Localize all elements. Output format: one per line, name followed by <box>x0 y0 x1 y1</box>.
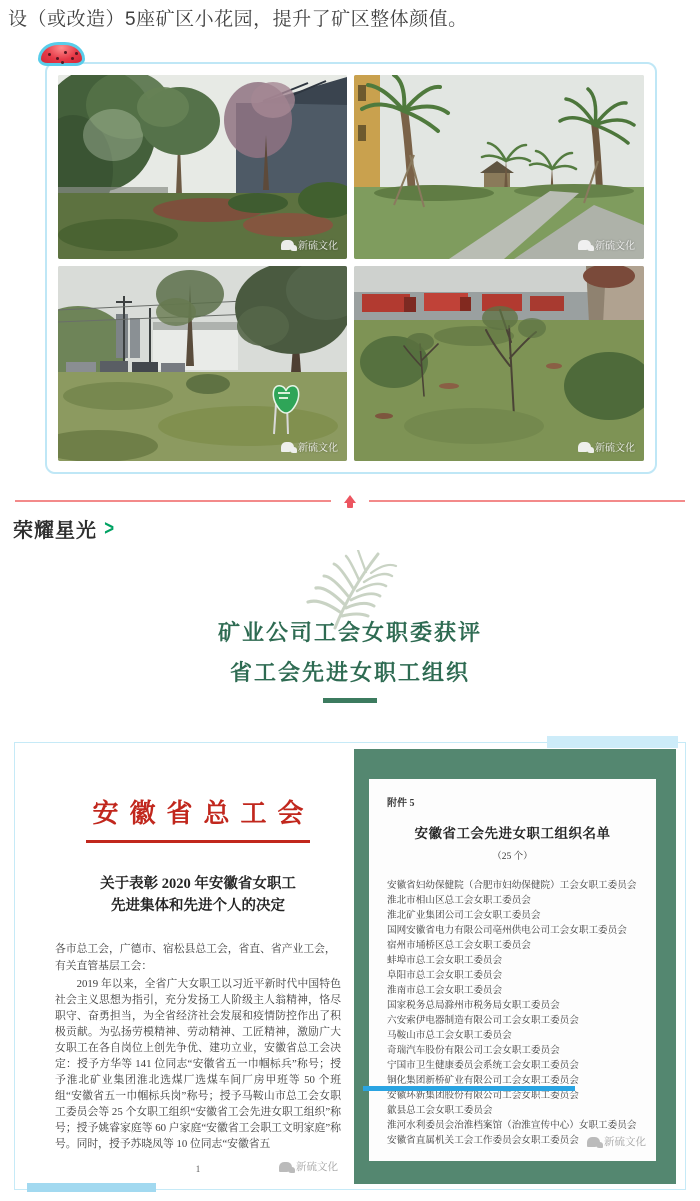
award-list-item: 安徽省妇幼保健院（合肥市妇幼保健院）工会女职工委员会 <box>387 880 637 891</box>
award-list <box>387 878 638 1148</box>
documents-card[interactable] <box>14 742 686 1190</box>
photo-watermark: 新硫文化 <box>281 237 338 252</box>
camera-icon <box>281 240 294 250</box>
page-number: 1 <box>195 1164 201 1174</box>
camera-icon <box>279 1162 292 1172</box>
camera-icon <box>578 240 591 250</box>
photo-meadow-heart-sign[interactable] <box>58 266 347 461</box>
letterhead-red-rule <box>86 840 310 843</box>
award-list-item: 铜化集团新桥矿业有限公司工会女职工委员会 <box>387 1073 638 1088</box>
camera-icon <box>281 442 294 452</box>
divider-line-left <box>15 500 331 502</box>
award-list-item: 奇瑞汽车股份有限公司工会女职工委员会 <box>387 1045 560 1056</box>
photo-saplings-trucks[interactable] <box>354 266 644 461</box>
section-title: 荣耀星光 <box>13 520 97 542</box>
photo-garden-trees-scene <box>58 75 347 259</box>
award-list-item: 歙县总工会女职工委员会 <box>387 1105 493 1116</box>
award-list-item: 安徽省直属机关工会工作委员会女职工委员会 <box>387 1135 579 1146</box>
award-heading-line2: 省工会先进女职工组织 <box>229 660 470 685</box>
award-list-item: 宁国市卫生健康委员会系统工会女职工委员会 <box>387 1060 579 1071</box>
decision-title-line2: 先进集体和先进个人的决定 <box>111 898 285 914</box>
document-watermark: 新硫文化 <box>279 1159 338 1174</box>
award-list-item: 蚌埠市总工会女职工委员会 <box>387 955 503 966</box>
divider-line-right <box>369 500 685 502</box>
photo-garden-trees[interactable] <box>58 75 347 259</box>
award-list-item: 淮南市总工会女职工委员会 <box>387 985 503 996</box>
award-list-item: 安徽环新集团股份有限公司工会女职工委员会 <box>387 1090 579 1101</box>
section-header-honor-starlight[interactable] <box>13 514 115 543</box>
award-list-item: 国家税务总局滁州市税务局女职工委员会 <box>387 1000 560 1011</box>
up-arrow-icon <box>344 495 356 508</box>
letterhead-org-title: 安徽省总工会 <box>92 799 315 828</box>
camera-icon <box>587 1137 600 1147</box>
section-divider <box>0 492 700 510</box>
document-watermark: 新硫文化 <box>587 1134 646 1149</box>
award-list-item: 宿州市埇桥区总工会女职工委员会 <box>387 940 531 951</box>
up-arrow-stem <box>347 503 353 508</box>
accent-bar-top-right <box>547 736 678 748</box>
award-heading-underline <box>323 698 377 703</box>
decision-title-line1: 关于表彰 2020 年安徽省女职工 <box>100 876 296 892</box>
decision-body: 2019 年以来，全省广大女职工以习近平新时代中国特色社会主义思想为指引，充分发扬工人阶级主人翁精神，恪尽职守、奋勇担当，为全省经济社会发展和疫情防控作出了积极贡献。为弘扬劳模精神、劳动精神、工匠精神，激励广大女职工在各自岗位上创先争优、建功立业，安徽省总工会决定：授予方华等 141 位同志“安徽省五一巾帼标兵”称号；授予淮北矿业集团淮北选煤厂选煤车间厂房甲班等 50 个班组“安徽省五一巾帼标兵岗”称号；授予马鞍山市总工会女职工委员会等 25 个女职工组织“安徽省工会先进女职工组织”称号；授予姚睿家庭等 60 户家庭“安徽省工会职工文明家庭”称号。同时，授予苏晓凤等 10 位同志“安徽省五 <box>55 978 341 1150</box>
photo-grid-card <box>45 62 657 474</box>
accent-bar-bottom-left <box>27 1183 156 1192</box>
camera-icon <box>578 442 591 452</box>
photo-meadow-scene <box>58 266 347 461</box>
photo-watermark: 新硫文化 <box>578 439 635 454</box>
photo-grid <box>58 75 644 461</box>
award-list-item: 六安索伊电器制造有限公司工会女职工委员会 <box>387 1015 579 1026</box>
award-list-item: 国网安徽省电力有限公司亳州供电公司工会女职工委员会 <box>387 925 627 936</box>
award-list-title: 安徽省工会先进女职工组织名单 <box>414 826 611 841</box>
watermelon-icon <box>38 42 85 66</box>
photo-watermark: 新硫文化 <box>578 237 635 252</box>
photo-watermark: 新硫文化 <box>281 439 338 454</box>
intro-paragraph: 设（或改造）5座矿区小花园，提升了矿区整体颜值。 <box>8 9 468 30</box>
award-list-item: 马鞍山市总工会女职工委员会 <box>387 1030 512 1041</box>
award-heading-line1: 矿业公司工会女职委获评 <box>217 620 482 645</box>
award-list-count: （25 个） <box>492 852 533 862</box>
decision-title <box>55 873 341 917</box>
award-list-item: 阜阳市总工会女职工委员会 <box>387 970 503 981</box>
attachment-label: 附件 5 <box>387 798 415 809</box>
award-list-document <box>369 779 656 1161</box>
up-arrow-head <box>344 495 356 503</box>
award-list-item: 淮河水利委员会治淮档案馆（治淮宣传中心）女职工委员会 <box>387 1120 637 1131</box>
photo-saplings-scene <box>354 266 644 461</box>
award-list-green-panel <box>354 749 676 1184</box>
decision-salutation: 各市总工会，广德市、宿松县总工会，省直、省产业工会，有关直管基层工会： <box>55 943 336 972</box>
award-heading <box>0 620 700 703</box>
award-list-item: 淮北市相山区总工会女职工委员会 <box>387 895 531 906</box>
award-list-item: 淮北矿业集团公司工会女职工委员会 <box>387 910 541 921</box>
chevron-right-icon: > <box>104 516 115 540</box>
decision-document <box>55 793 341 1174</box>
photo-palm-lawn-scene <box>354 75 644 259</box>
photo-palm-lawn[interactable] <box>354 75 644 259</box>
